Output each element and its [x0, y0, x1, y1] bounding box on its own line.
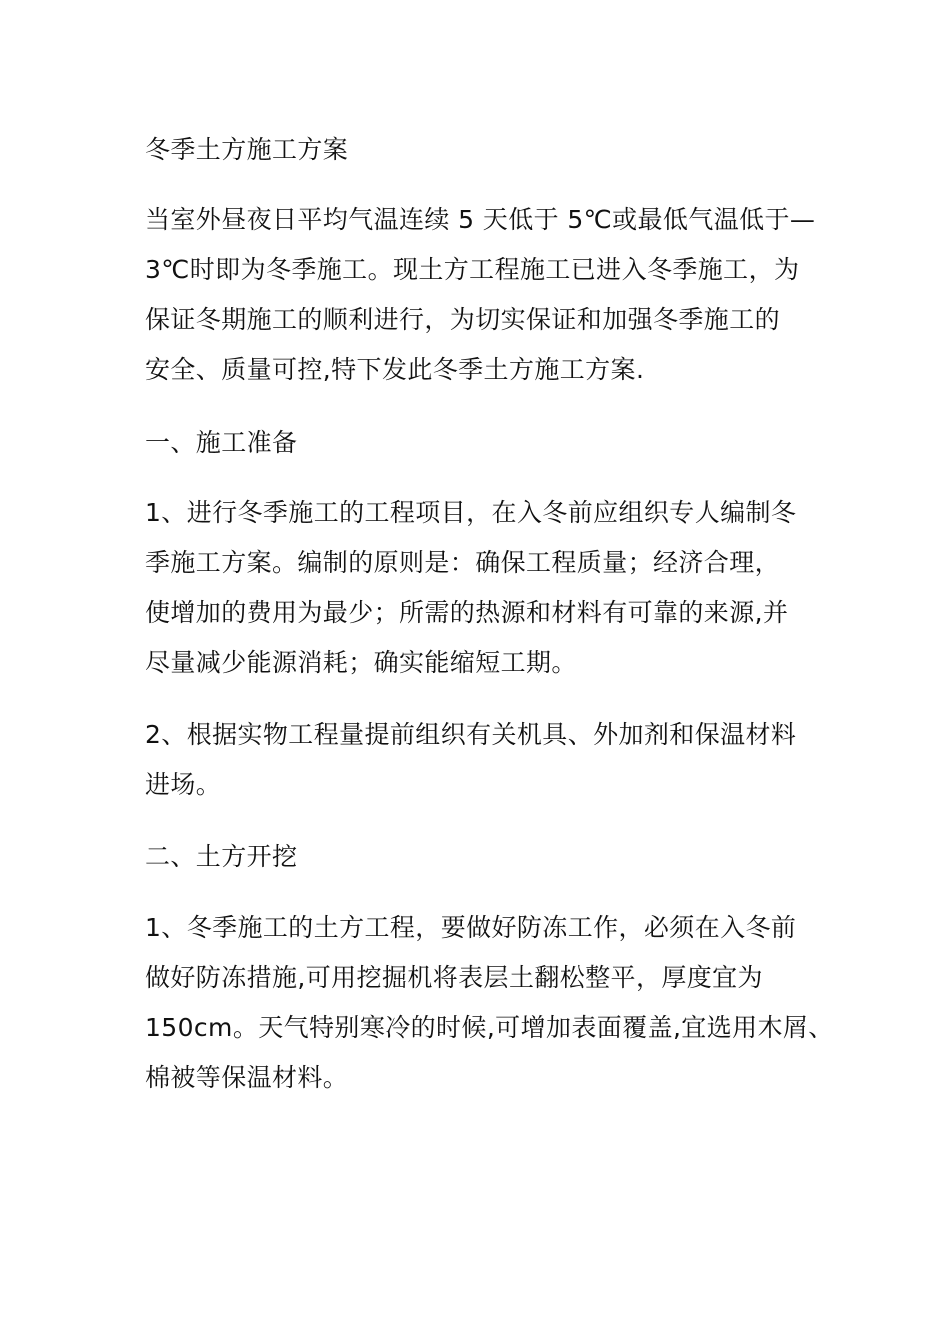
- section-1-item-2: [145, 710, 796, 810]
- title-line: 冬季土方施工方案: [145, 135, 349, 164]
- paragraph-line: 3℃时即为冬季施工。现土方工程施工已进入冬季施工，为: [145, 255, 800, 284]
- heading-line: 一、施工准备: [145, 428, 298, 457]
- paragraph-line: 进场。: [145, 770, 222, 799]
- document-title: [145, 125, 348, 175]
- paragraph-line: 棉被等保温材料。: [145, 1063, 349, 1092]
- paragraph-line: 150cm。天气特别寒冷的时候,可增加表面覆盖,宜选用木屑、: [145, 1013, 834, 1042]
- heading-line: 二、土方开挖: [145, 842, 298, 871]
- paragraph-line: 保证冬期施工的顺利进行，为切实保证和加强冬季施工的: [145, 305, 781, 334]
- paragraph-line: 安全、质量可控,特下发此冬季土方施工方案.: [145, 355, 645, 384]
- section-2-heading: [145, 832, 297, 882]
- paragraph-line: 季施工方案。编制的原则是：确保工程质量；经济合理，: [145, 548, 781, 577]
- section-1-item-1: [145, 488, 796, 688]
- paragraph-line: 尽量减少能源消耗；确实能缩短工期。: [145, 648, 577, 677]
- paragraph-line: 1、进行冬季施工的工程项目，在入冬前应组织专人编制冬: [145, 498, 797, 527]
- paragraph-line: 1、冬季施工的土方工程，要做好防冻工作，必须在入冬前: [145, 913, 797, 942]
- paragraph-line: 做好防冻措施,可用挖掘机将表层土翻松整平，厚度宜为: [145, 963, 763, 992]
- intro-paragraph: [145, 195, 815, 395]
- section-1-heading: [145, 418, 297, 468]
- paragraph-line: 当室外昼夜日平均气温连续 5 天低于 5℃或最低气温低于—: [145, 205, 816, 234]
- paragraph-line: 使增加的费用为最少；所需的热源和材料有可靠的来源,并: [145, 598, 789, 627]
- paragraph-line: 2、根据实物工程量提前组织有关机具、外加剂和保温材料: [145, 720, 797, 749]
- section-2-item-1: [145, 903, 834, 1103]
